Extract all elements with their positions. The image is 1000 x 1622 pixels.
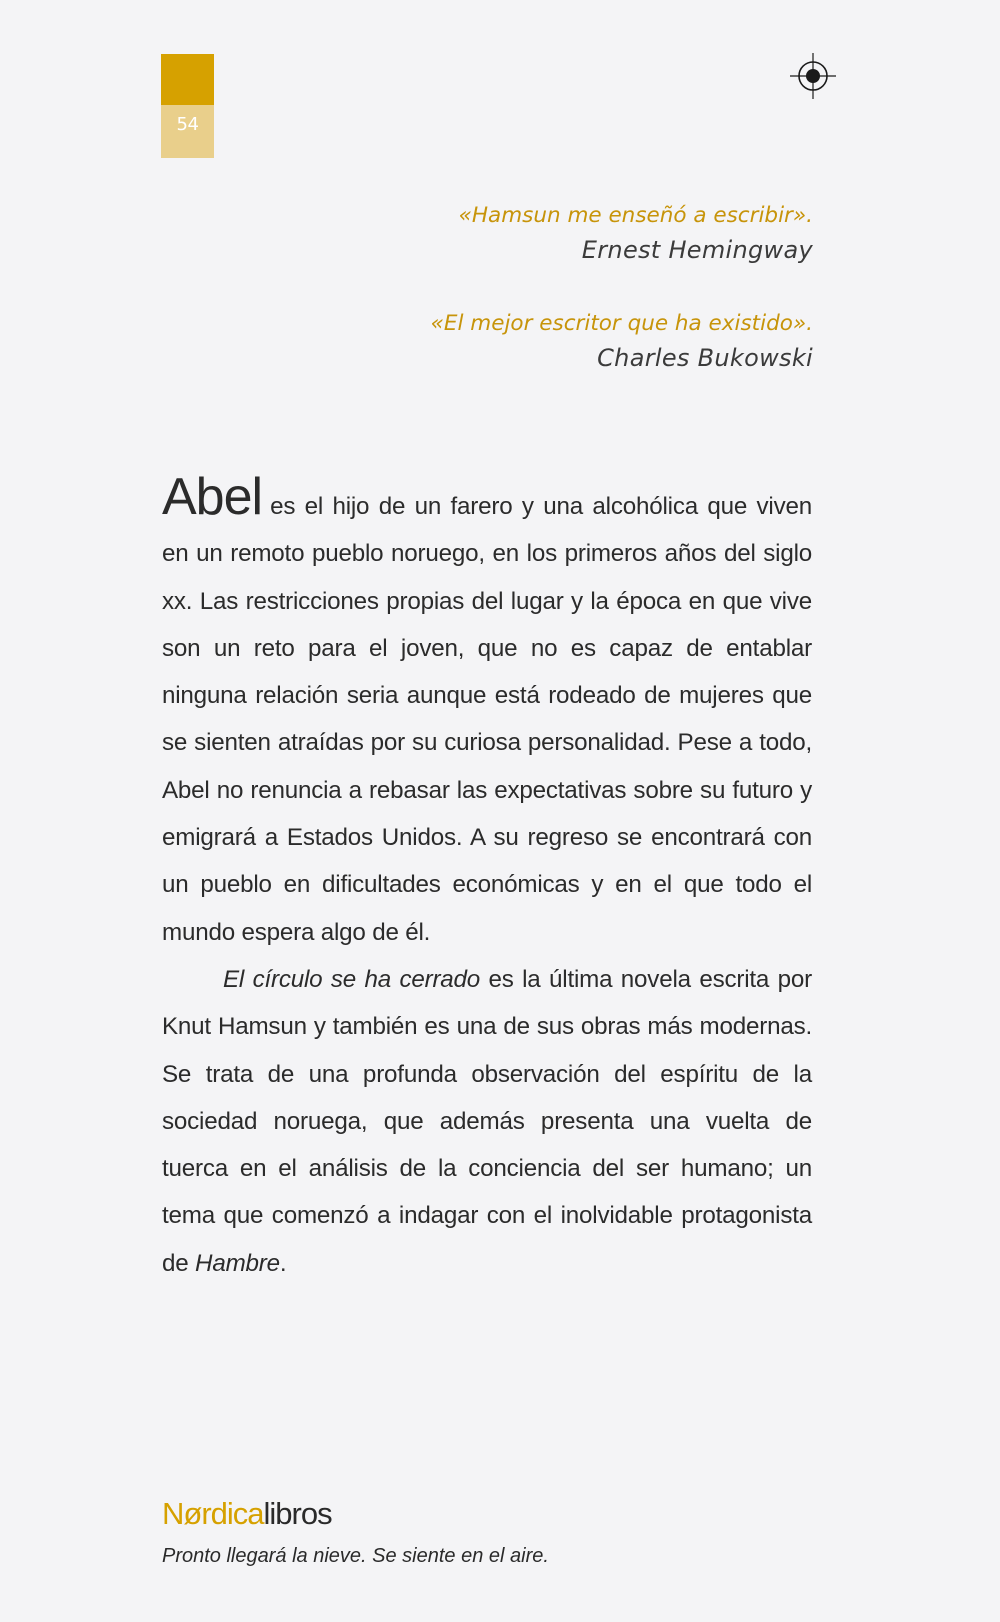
logo-part-1: Nørdica xyxy=(162,1496,264,1531)
book-title: El círculo se ha cerrado xyxy=(223,965,481,993)
paragraph-text: es el hijo de un farero y una alcohólica que viven en un remoto pueblo noruego, en los primeros años del siglo xx. Las restricciones propias del lugar y la época en que vive son un reto para el joven, que no es capaz de entablar ninguna relación seria aunque está rodeado de mujeres que se sienten atraídas por su curiosa personalidad. Pese a todo, Abel no renuncia a rebasar las expectativas sobre su futuro y emigrará a Estados Unidos. A su regreso se encontrará con un pueblo en dificultades económicas y en el que todo el mundo espera algo de él. xyxy=(162,493,812,946)
quote-author: Charles Bukowski xyxy=(597,344,813,372)
paragraph-text: es la última novela escrita por Knut Hamsun y también es una de sus obras más modernas. Se trata de una profunda observación del espíritu de la sociedad noruega, que además presenta una vuelta de tuerca en el análisis de la conciencia del ser humano; un tema que comenzó a indagar con el inolvidable protagonista de xyxy=(162,965,812,1277)
publisher-logo xyxy=(162,1496,332,1532)
synopsis-paragraph-2 xyxy=(162,956,812,1287)
logo-part-2: libros xyxy=(263,1496,332,1531)
crosshair-icon xyxy=(790,53,836,99)
book-title-reference: Hambre xyxy=(195,1249,280,1277)
page-number-tab xyxy=(161,54,214,158)
page-tab-accent xyxy=(161,54,214,105)
quote-author: Ernest Hemingway xyxy=(581,236,813,264)
paragraph-end: . xyxy=(279,1249,287,1277)
quote-text: «El mejor escritor que ha existido». xyxy=(430,311,813,336)
book-tagline: Pronto llegará la nieve. Se siente en el aire. xyxy=(162,1545,549,1567)
synopsis-paragraph-1 xyxy=(162,468,812,956)
lead-word: Abel xyxy=(162,468,263,526)
page-number: 54 xyxy=(161,105,214,158)
quote-text: «Hamsun me enseñó a escribir». xyxy=(458,203,813,228)
quote-block xyxy=(253,200,813,268)
quote-block xyxy=(253,308,813,376)
praise-quotes xyxy=(253,200,813,376)
synopsis xyxy=(162,468,812,1287)
